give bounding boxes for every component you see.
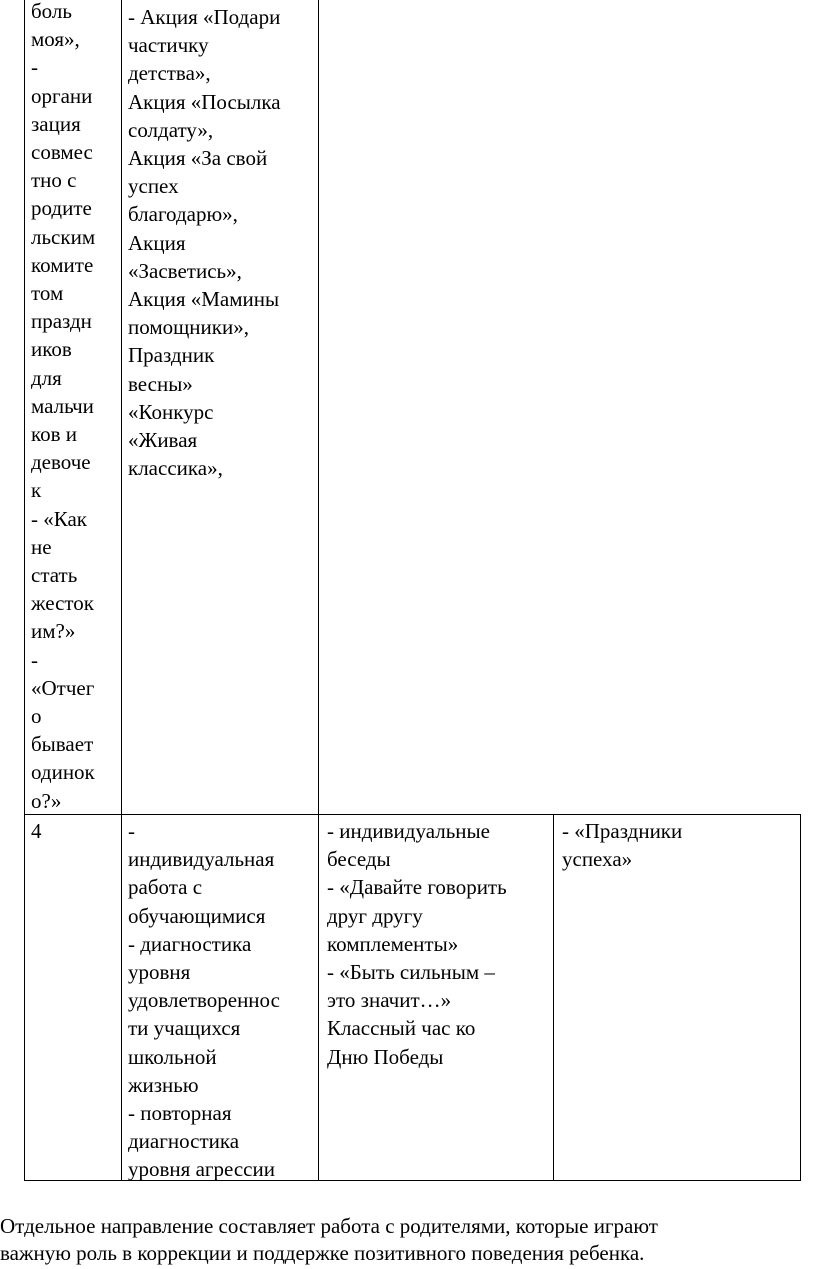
- paragraph-line-2: важную роль в коррекции и поддержке позитивного поведения ребенка.: [0, 1241, 645, 1265]
- table-col1-divider: [121, 0, 122, 1181]
- table-right-border: [800, 815, 801, 1181]
- body-paragraph: [0, 1213, 816, 1267]
- table-cell-r2-c1: 4: [31, 819, 42, 843]
- table-left-border: [24, 0, 25, 1181]
- table-cell-r1-c1: боль моя», - органи зация совмес тно с родите льским комите том праздн иков для мальчи ков и девоче к - «Как не стать жесток им?» - «Отчег о бывает одинок о?»: [31, 0, 96, 813]
- table-cell-r2-c3: - индивидуальные беседы - «Давайте говорить друг другу комплементы» - «Быть сильным – это значит…» Классный час ко Дню Победы: [327, 819, 507, 1069]
- table-cell-r2-c2: - индивидуальная работа с обучающимися - диагностика уровня удовлетвореннос ти учащихся школьной жизнью - повторная диагностика уровня агрессии: [128, 819, 280, 1182]
- table-col2-divider: [318, 0, 319, 1181]
- paragraph-line-1: Отдельное направление составляет работа с родителями, которые играют: [0, 1214, 658, 1238]
- table-row-divider: [24, 814, 801, 815]
- table-col3-divider: [553, 815, 554, 1181]
- table-cell-r2-c4: - «Праздники успеха»: [562, 819, 683, 872]
- table-cell-r1-c2: - Акция «Подари частичку детства», Акция «Посылка солдату», Акция «За свой успех благодарю», Акция «Засветись», Акция «Мамины помощники», Праздник весны» «Конкурс «Живая классика»,: [128, 5, 281, 481]
